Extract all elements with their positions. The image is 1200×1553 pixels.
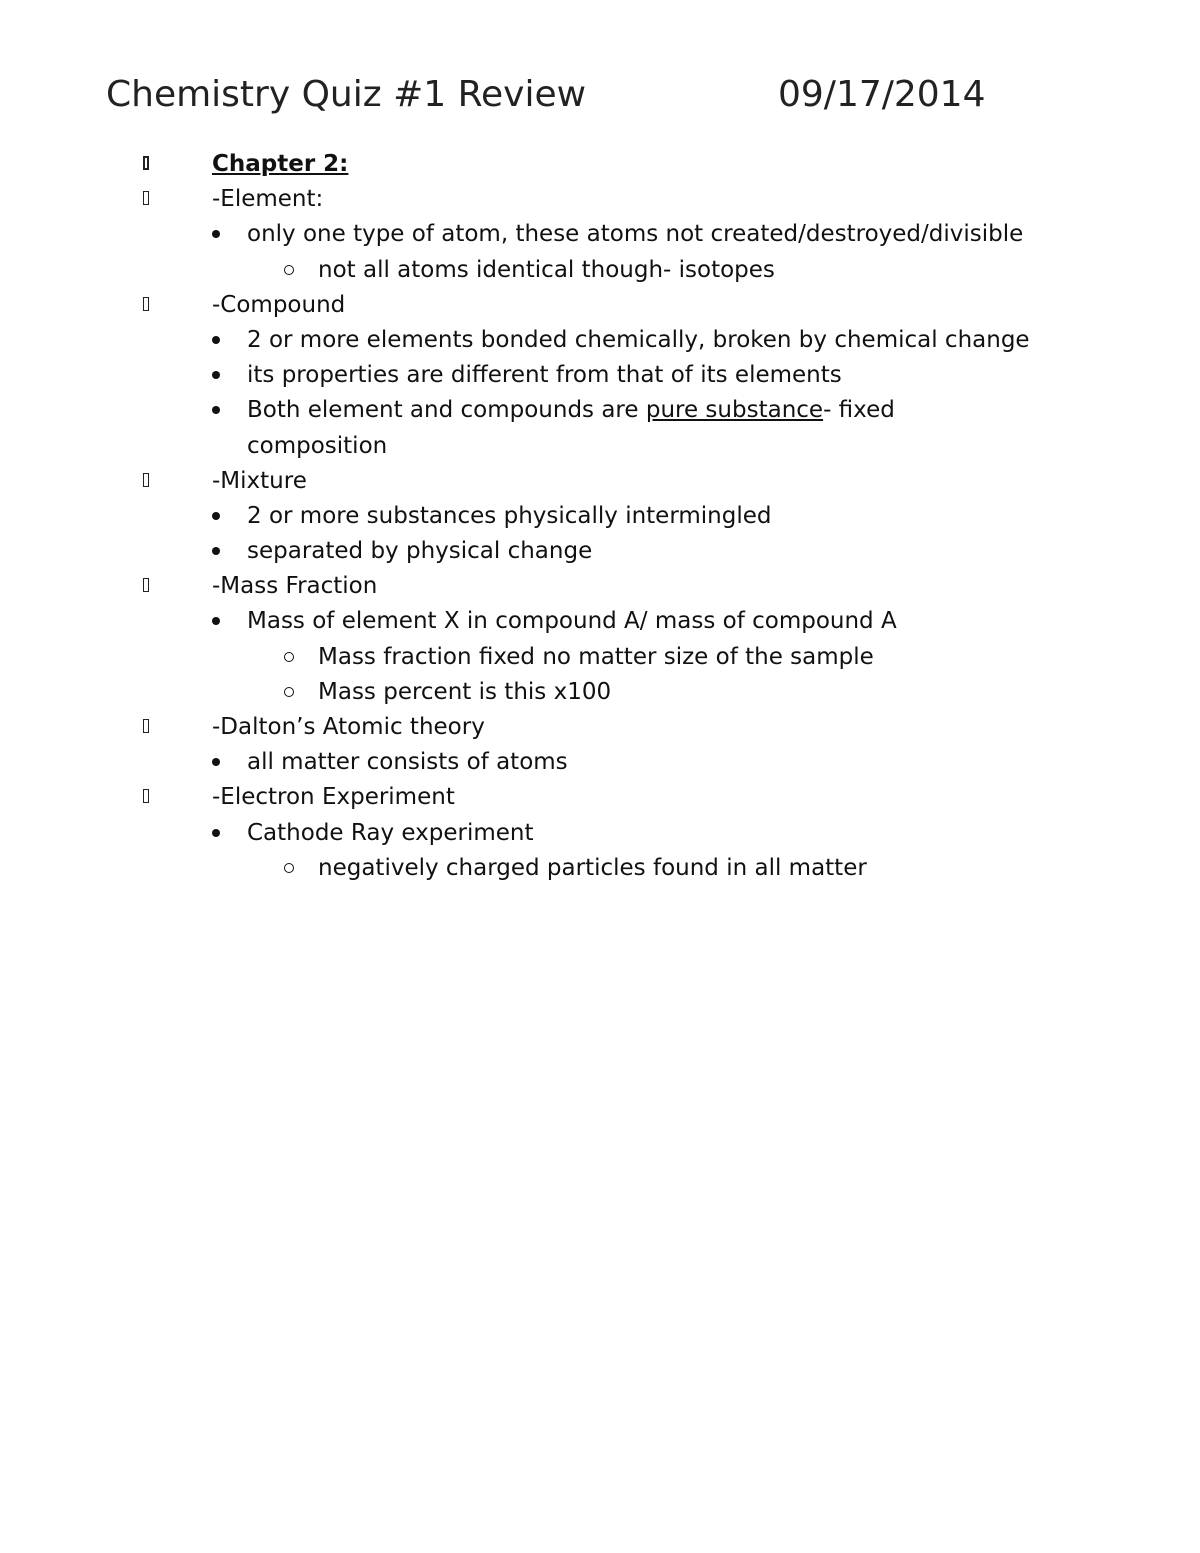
underlined-term: pure substance: [645, 397, 824, 424]
list-item-text-part: Both element and compounds are: [247, 397, 646, 424]
notes-outline: [0, 147, 1200, 886]
bullet-dot-icon: [212, 406, 220, 414]
bullet-dot-icon: [212, 371, 220, 379]
bullet-ring-icon: [284, 265, 294, 275]
topic-heading-dalton: -Dalton’s Atomic theory: [212, 714, 485, 741]
sub-list-item-text: Mass fraction fixed no matter size of the sample: [318, 643, 874, 670]
bullet-dot-icon: [212, 512, 220, 520]
bullet-ring-icon: [284, 687, 294, 697]
list-item: [0, 499, 1200, 534]
list-item-text: separated by physical change: [247, 538, 593, 565]
list-item: [0, 816, 1200, 851]
outline-row-chapter: [0, 147, 1200, 182]
list-item-text: all matter consists of atoms: [247, 749, 568, 776]
list-item: [0, 393, 1200, 463]
outline-row-element: [0, 182, 1200, 217]
bullet-dot-icon: [212, 829, 220, 837]
bullet-dot-icon: [212, 336, 220, 344]
outline-row-mixture: [0, 464, 1200, 499]
bullet-ring-icon: [284, 863, 294, 873]
list-item-text: Mass of element X in compound A/ mass of compound A: [247, 608, 897, 635]
box-bullet-icon: [143, 473, 149, 487]
sub-list-item: [0, 675, 1200, 710]
sub-list-item: [0, 851, 1200, 886]
topic-heading-electron: -Electron Experiment: [212, 784, 455, 811]
document-title: Chemistry Quiz #1 Review: [106, 74, 587, 115]
box-bullet-icon: [143, 156, 149, 170]
sub-list-item-text: Mass percent is this x100: [318, 678, 612, 705]
topic-heading-compound: -Compound: [212, 291, 346, 318]
outline-row-electron: [0, 780, 1200, 815]
box-bullet-icon: [143, 719, 149, 733]
box-bullet-icon: [143, 191, 149, 205]
sub-list-item: [0, 253, 1200, 288]
box-bullet-icon: [143, 578, 149, 592]
outline-row-compound: [0, 288, 1200, 323]
topic-heading-mass-fraction: -Mass Fraction: [212, 573, 378, 600]
list-item: [0, 534, 1200, 569]
document-date: 09/17/2014: [778, 74, 986, 115]
list-item: [0, 745, 1200, 780]
list-item-text: Cathode Ray experiment: [247, 819, 534, 846]
topic-heading-mixture: -Mixture: [212, 467, 307, 494]
list-item-text: only one type of atom, these atoms not created/destroyed/divisible: [247, 221, 1024, 248]
bullet-ring-icon: [284, 652, 294, 662]
sub-list-item-text: not all atoms identical though- isotopes: [318, 256, 775, 283]
list-item-text: [247, 393, 947, 463]
box-bullet-icon: [143, 297, 149, 311]
outline-row-mass-fraction: [0, 569, 1200, 604]
list-item: [0, 604, 1200, 639]
list-item-text: 2 or more elements bonded chemically, broken by chemical change: [247, 326, 1030, 353]
list-item: [0, 217, 1200, 252]
bullet-dot-icon: [212, 758, 220, 766]
chapter-heading: Chapter 2:: [212, 151, 349, 177]
list-item-text: its properties are different from that of its elements: [247, 362, 842, 389]
topic-heading-element: -Element:: [212, 186, 324, 213]
sub-list-item-text: negatively charged particles found in all matter: [318, 854, 867, 881]
box-bullet-icon: [143, 789, 149, 803]
bullet-dot-icon: [212, 617, 220, 625]
document-header: [106, 70, 1006, 120]
bullet-dot-icon: [212, 230, 220, 238]
sub-list-item: [0, 640, 1200, 675]
outline-row-dalton: [0, 710, 1200, 745]
list-item-text: 2 or more substances physically intermingled: [247, 502, 772, 529]
bullet-dot-icon: [212, 547, 220, 555]
list-item: [0, 323, 1200, 358]
list-item-text-part: - fixed composition: [247, 397, 895, 459]
list-item: [0, 358, 1200, 393]
